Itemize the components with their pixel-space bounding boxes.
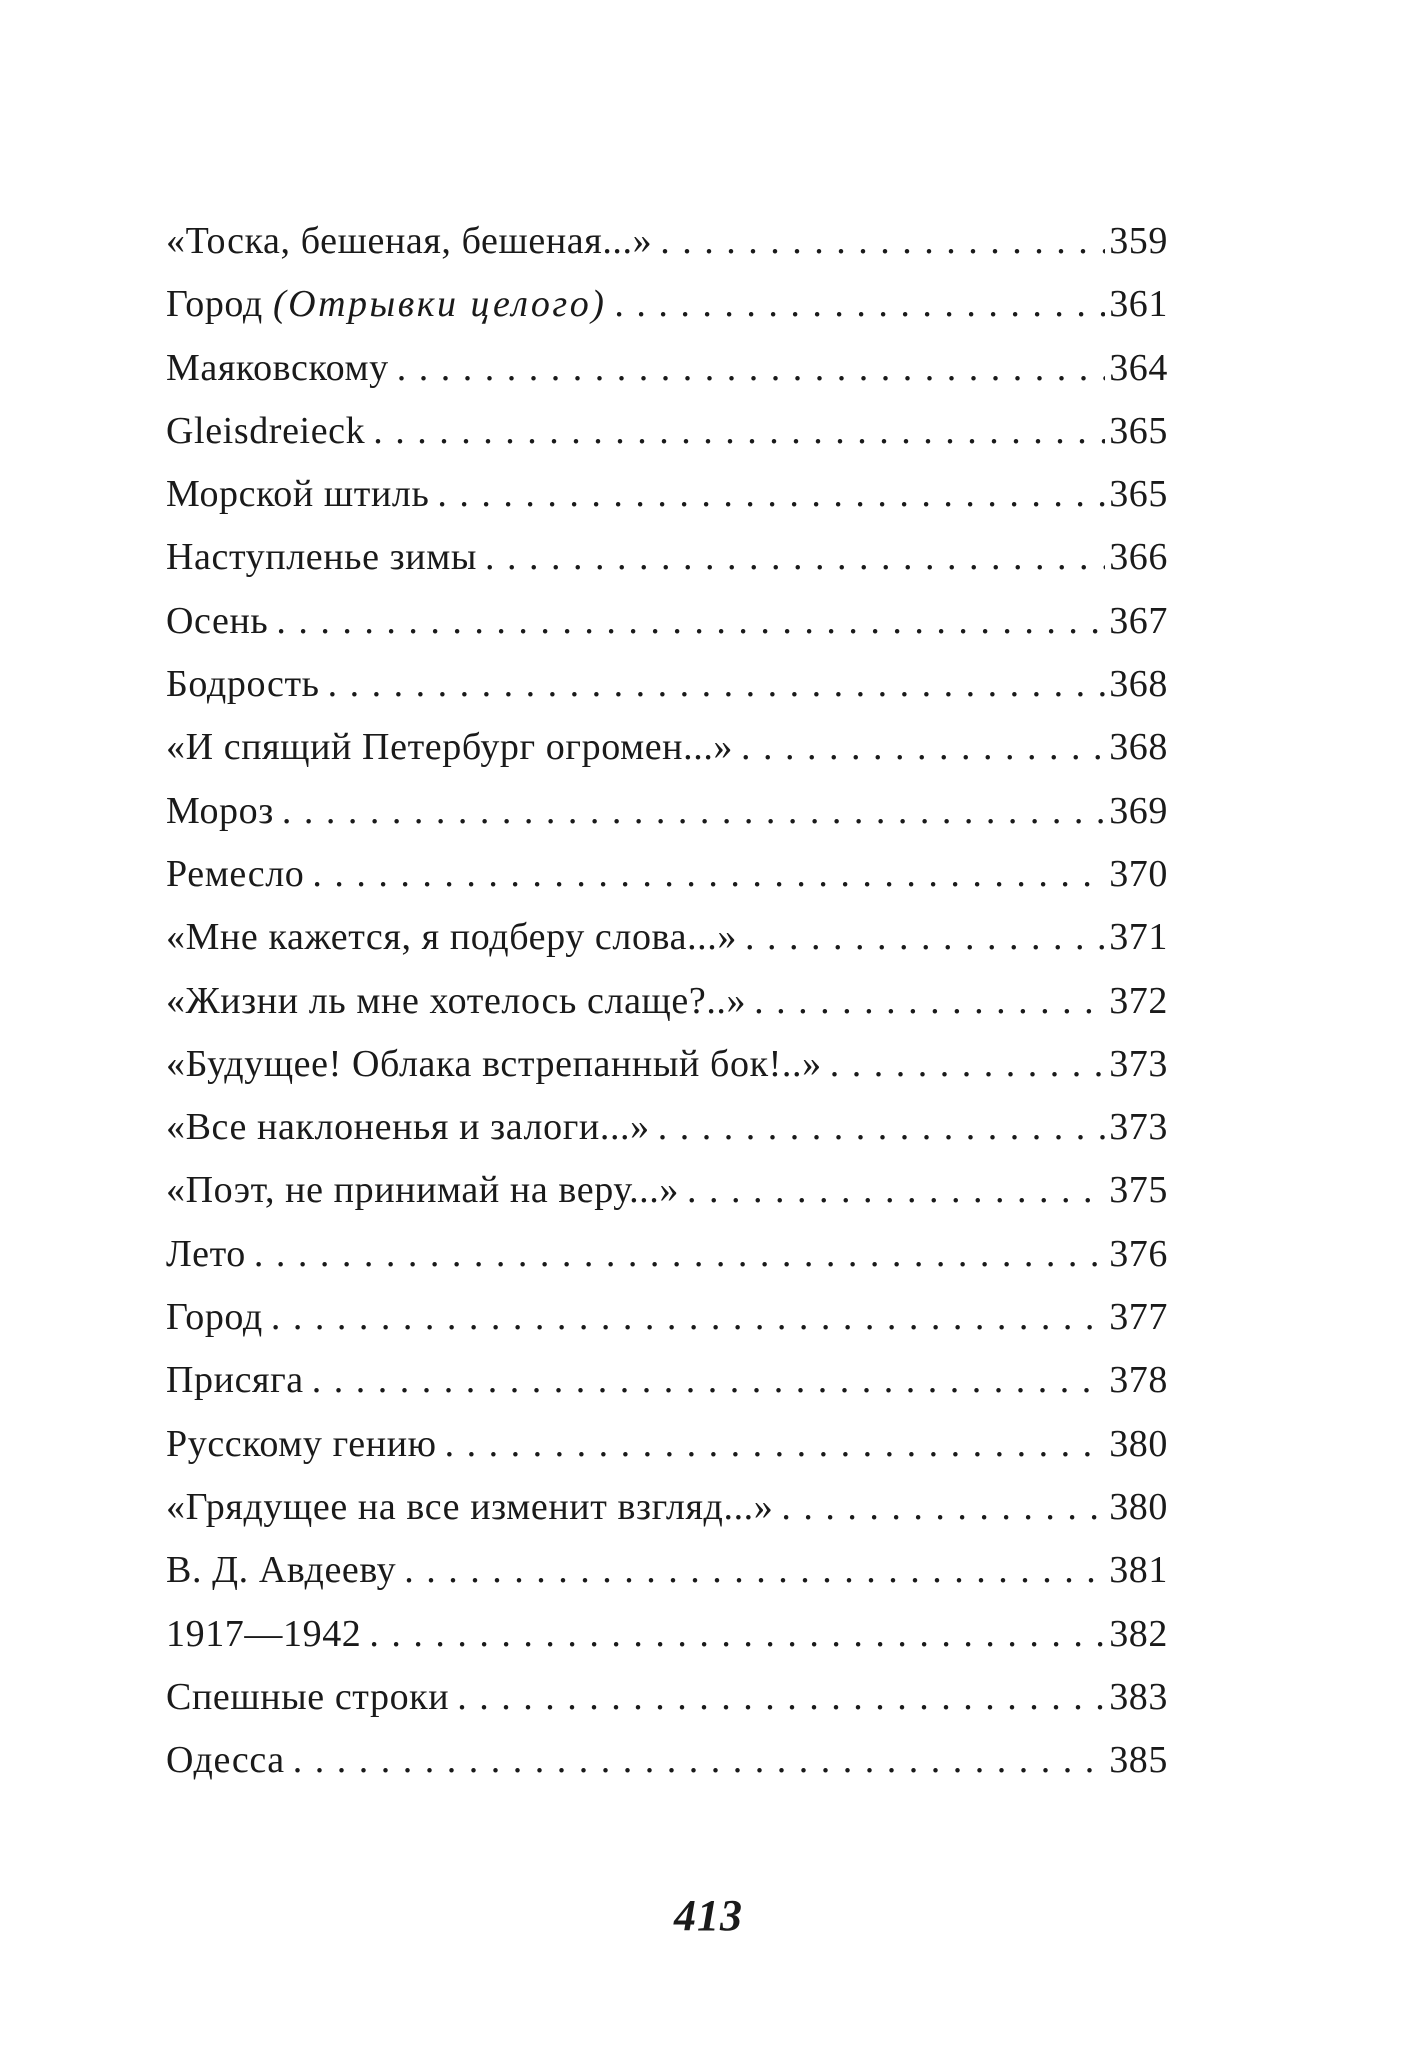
toc-entry[interactable] bbox=[166, 970, 1168, 1033]
toc-entry[interactable] bbox=[166, 1159, 1168, 1222]
entry-title-text: Русскому гению bbox=[166, 1422, 437, 1465]
entry-title bbox=[166, 1096, 650, 1159]
entry-page-number: 371 bbox=[1109, 916, 1168, 959]
toc-entry[interactable] bbox=[166, 716, 1168, 779]
dot-leader bbox=[271, 1286, 1105, 1349]
entry-page-number: 359 bbox=[1109, 220, 1168, 262]
entry-title bbox=[166, 1286, 263, 1349]
entry-title bbox=[166, 716, 733, 779]
entry-title-text: «Будущее! Облака встрепанный бок!..» bbox=[166, 1042, 822, 1085]
toc-entry[interactable] bbox=[166, 906, 1168, 969]
entry-page-number: 383 bbox=[1109, 1675, 1168, 1718]
entry-title-text: Город bbox=[166, 283, 273, 326]
entry-page-number: 382 bbox=[1109, 1612, 1168, 1655]
dot-leader bbox=[404, 1539, 1105, 1602]
entry-page-number: 380 bbox=[1109, 1485, 1168, 1528]
entry-subtitle: (Отрывки целого) bbox=[272, 283, 607, 326]
toc-entry[interactable] bbox=[166, 1286, 1168, 1349]
entry-title bbox=[166, 1223, 246, 1286]
entry-title-text: Морской штиль bbox=[166, 473, 430, 516]
toc-entry[interactable] bbox=[166, 463, 1168, 526]
dot-leader bbox=[254, 1223, 1105, 1286]
dot-leader bbox=[741, 716, 1105, 779]
toc-entry[interactable] bbox=[166, 1476, 1168, 1539]
entry-title bbox=[166, 1666, 449, 1729]
entry-page-number: 377 bbox=[1109, 1296, 1168, 1339]
entry-page-number: 376 bbox=[1109, 1232, 1168, 1275]
entry-page-number: 372 bbox=[1109, 979, 1168, 1022]
entry-page-number: 385 bbox=[1109, 1739, 1168, 1782]
entry-title bbox=[166, 970, 746, 1033]
toc-entry[interactable] bbox=[166, 1539, 1168, 1602]
toc-entry[interactable] bbox=[166, 210, 1168, 273]
toc-entry[interactable] bbox=[166, 337, 1168, 400]
dot-leader bbox=[754, 970, 1105, 1033]
toc-entry[interactable] bbox=[166, 1096, 1168, 1159]
entry-title bbox=[166, 1159, 679, 1222]
entry-page-number: 370 bbox=[1109, 852, 1168, 895]
entry-page-number: 366 bbox=[1109, 536, 1168, 579]
dot-leader bbox=[660, 210, 1105, 273]
entry-title-text: 1917—1942 bbox=[166, 1612, 362, 1655]
table-of-contents bbox=[166, 210, 1168, 1792]
entry-title bbox=[166, 273, 606, 336]
dot-leader bbox=[312, 1349, 1105, 1412]
toc-entry[interactable] bbox=[166, 590, 1168, 653]
toc-entry[interactable] bbox=[166, 400, 1168, 463]
entry-title bbox=[166, 906, 737, 969]
dot-leader bbox=[457, 1666, 1105, 1729]
entry-page-number: 380 bbox=[1109, 1422, 1168, 1465]
entry-title-text: «Поэт, не принимай на веру...» bbox=[166, 1169, 679, 1212]
entry-title-text: «Все наклоненья и залоги...» bbox=[166, 1106, 650, 1149]
entry-title bbox=[166, 843, 304, 906]
entry-title bbox=[166, 1539, 396, 1602]
toc-entry[interactable] bbox=[166, 780, 1168, 843]
entry-title bbox=[166, 526, 477, 589]
entry-title bbox=[166, 1603, 361, 1666]
entry-page-number: 365 bbox=[1109, 473, 1168, 516]
entry-title bbox=[166, 1033, 822, 1096]
entry-title-text: «Мне кажется, я подберу слова...» bbox=[166, 916, 737, 959]
dot-leader bbox=[369, 1603, 1105, 1666]
entry-page-number: 361 bbox=[1109, 283, 1168, 326]
toc-entry[interactable] bbox=[166, 526, 1168, 589]
dot-leader bbox=[437, 463, 1105, 526]
entry-title-text: «Жизни ль мне хотелось слаще?..» bbox=[166, 979, 747, 1022]
entry-title-text: Город bbox=[166, 1296, 263, 1339]
toc-entry[interactable] bbox=[166, 1349, 1168, 1412]
toc-entry[interactable] bbox=[166, 1603, 1168, 1666]
entry-title bbox=[166, 1349, 304, 1412]
dot-leader bbox=[687, 1159, 1105, 1222]
toc-entry[interactable] bbox=[166, 843, 1168, 906]
page-number: 413 bbox=[674, 1891, 743, 1940]
entry-title bbox=[166, 780, 274, 843]
dot-leader bbox=[312, 843, 1105, 906]
dot-leader bbox=[328, 653, 1106, 716]
dot-leader bbox=[745, 906, 1105, 969]
dot-leader bbox=[658, 1096, 1105, 1159]
entry-page-number: 378 bbox=[1109, 1359, 1168, 1402]
entry-title-text: Спешные строки bbox=[166, 1675, 450, 1718]
dot-leader bbox=[293, 1729, 1105, 1792]
entry-page-number: 364 bbox=[1109, 346, 1168, 389]
entry-title bbox=[166, 463, 429, 526]
entry-title-text: «Тоска, бешеная, бешеная...» bbox=[166, 220, 653, 262]
dot-leader bbox=[282, 780, 1105, 843]
entry-title-text: Мороз bbox=[166, 789, 274, 832]
entry-title-text: Gleisdreieck bbox=[166, 409, 366, 452]
entry-title-text: Ремесло bbox=[166, 852, 305, 895]
entry-title bbox=[166, 210, 652, 273]
entry-title bbox=[166, 1413, 437, 1476]
entry-page-number: 365 bbox=[1109, 409, 1168, 452]
entry-title bbox=[166, 1476, 773, 1539]
entry-title-text: Осень bbox=[166, 599, 269, 642]
dot-leader bbox=[830, 1033, 1105, 1096]
toc-entry[interactable] bbox=[166, 653, 1168, 716]
entry-page-number: 381 bbox=[1109, 1549, 1168, 1592]
entry-title-text: Присяга bbox=[166, 1359, 304, 1402]
entry-title bbox=[166, 337, 389, 400]
entry-page-number: 373 bbox=[1109, 1042, 1168, 1085]
dot-leader bbox=[276, 590, 1105, 653]
entry-title-text: Бодрость bbox=[166, 663, 320, 706]
toc-entry[interactable] bbox=[166, 1729, 1168, 1792]
dot-leader bbox=[485, 526, 1105, 589]
entry-page-number: 368 bbox=[1109, 663, 1168, 706]
entry-title bbox=[166, 590, 268, 653]
entry-page-number: 367 bbox=[1109, 599, 1168, 642]
entry-title bbox=[166, 1729, 285, 1792]
entry-title bbox=[166, 653, 320, 716]
entry-page-number: 373 bbox=[1109, 1106, 1168, 1149]
toc-entry[interactable] bbox=[166, 1666, 1168, 1729]
entry-page-number: 375 bbox=[1109, 1169, 1168, 1212]
entry-title-text: Лето bbox=[166, 1232, 246, 1275]
entry-title bbox=[166, 400, 365, 463]
entry-title-text: «Грядущее на все изменит взгляд...» bbox=[166, 1485, 774, 1528]
entry-page-number: 368 bbox=[1109, 726, 1168, 769]
entry-page-number: 369 bbox=[1109, 789, 1168, 832]
entry-title-text: Наступленье зимы bbox=[166, 536, 478, 579]
toc-entry[interactable] bbox=[166, 1413, 1168, 1476]
entry-title-text: Маяковскому bbox=[166, 346, 389, 389]
toc-entry[interactable] bbox=[166, 273, 1168, 336]
dot-leader bbox=[614, 273, 1105, 336]
entry-title-text: Одесса bbox=[166, 1739, 285, 1782]
entry-title-text: В. Д. Авдееву bbox=[166, 1549, 397, 1592]
dot-leader bbox=[397, 337, 1105, 400]
entry-title-text: «И спящий Петербург огромен...» bbox=[166, 726, 734, 769]
dot-leader bbox=[781, 1476, 1105, 1539]
dot-leader bbox=[445, 1413, 1106, 1476]
dot-leader bbox=[373, 400, 1105, 463]
toc-entry[interactable] bbox=[166, 1033, 1168, 1096]
toc-entry[interactable] bbox=[166, 1223, 1168, 1286]
